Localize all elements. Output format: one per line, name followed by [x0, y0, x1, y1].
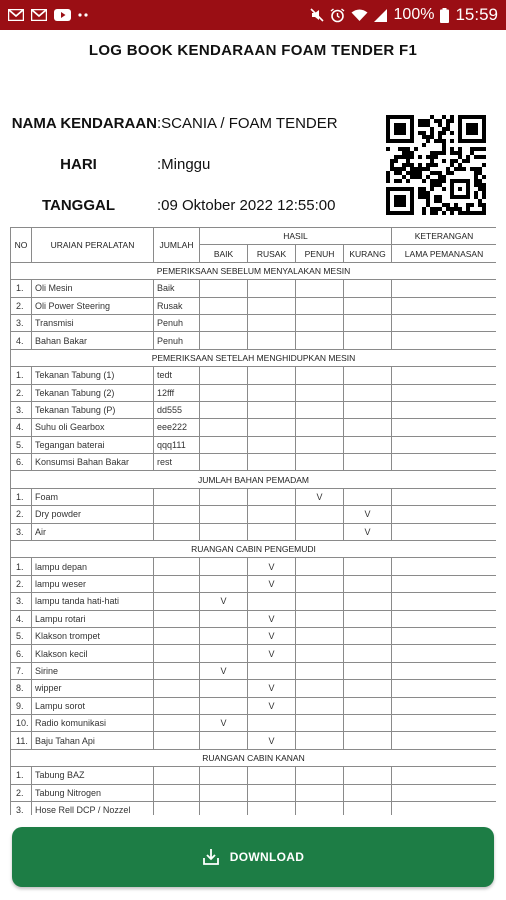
table-row	[11, 297, 497, 314]
cell-ket	[392, 280, 496, 297]
cell-baik: V	[200, 662, 248, 679]
cell-item: lampu weser	[32, 575, 154, 592]
cell-jumlah	[154, 575, 200, 592]
cell-rusak	[248, 523, 296, 540]
cell-ket	[392, 419, 496, 436]
table-row	[11, 732, 497, 749]
cell-penuh	[296, 419, 344, 436]
col-header-penuh: PENUH	[296, 245, 344, 262]
cell-ket	[392, 732, 496, 749]
cell-rusak: V	[248, 627, 296, 644]
cell-jumlah: Baik	[154, 280, 200, 297]
vehicle-name-label: NAMA KENDARAAN	[11, 115, 157, 132]
cell-item: Dry powder	[32, 506, 154, 523]
cell-item: Tabung Nitrogen	[32, 784, 154, 801]
cell-kurang	[344, 662, 392, 679]
cell-ket	[392, 401, 496, 418]
cell-kurang	[344, 314, 392, 331]
cell-rusak	[248, 384, 296, 401]
cell-item: Tekanan Tabung (2)	[32, 384, 154, 401]
cell-penuh	[296, 627, 344, 644]
cell-baik	[200, 523, 248, 540]
youtube-icon	[54, 9, 71, 21]
cell-ket	[392, 714, 496, 731]
cell-kurang	[344, 627, 392, 644]
cell-no: 2.	[11, 384, 32, 401]
cell-kurang	[344, 680, 392, 697]
cell-baik	[200, 314, 248, 331]
cell-ket	[392, 297, 496, 314]
cell-rusak: V	[248, 610, 296, 627]
cell-rusak	[248, 367, 296, 384]
cell-kurang	[344, 332, 392, 349]
cell-item: Oli Mesin	[32, 280, 154, 297]
cell-item: Transmisi	[32, 314, 154, 331]
cell-rusak	[248, 332, 296, 349]
cell-penuh	[296, 732, 344, 749]
cell-no: 3.	[11, 593, 32, 610]
cell-no: 8.	[11, 680, 32, 697]
cell-ket	[392, 314, 496, 331]
table-row	[11, 697, 497, 714]
cell-item: wipper	[32, 680, 154, 697]
cell-jumlah	[154, 523, 200, 540]
cell-ket	[392, 680, 496, 697]
log-table	[10, 227, 496, 815]
table-row	[11, 454, 497, 471]
cell-baik	[200, 401, 248, 418]
cell-jumlah	[154, 767, 200, 784]
table-row	[11, 384, 497, 401]
section-header-row	[11, 262, 497, 279]
cell-ket	[392, 697, 496, 714]
download-button[interactable]	[12, 827, 494, 887]
cell-baik	[200, 436, 248, 453]
col-header-no: NO	[11, 228, 32, 263]
table-row	[11, 436, 497, 453]
cell-kurang	[344, 645, 392, 662]
cell-rusak: V	[248, 558, 296, 575]
cell-ket	[392, 575, 496, 592]
cell-baik	[200, 419, 248, 436]
cell-item: Lampu sorot	[32, 697, 154, 714]
section-title: RUANGAN CABIN KANAN	[11, 749, 497, 766]
cell-baik	[200, 575, 248, 592]
cell-rusak	[248, 801, 296, 815]
table-row	[11, 506, 497, 523]
cell-baik	[200, 454, 248, 471]
cell-item: Bahan Bakar	[32, 332, 154, 349]
cell-kurang	[344, 593, 392, 610]
cell-jumlah	[154, 801, 200, 815]
cell-item: Sirine	[32, 662, 154, 679]
cell-baik	[200, 801, 248, 815]
cell-penuh	[296, 593, 344, 610]
cell-jumlah: Rusak	[154, 297, 200, 314]
cell-rusak: V	[248, 575, 296, 592]
cell-no: 9.	[11, 697, 32, 714]
system-icons	[310, 5, 498, 25]
cell-kurang	[344, 367, 392, 384]
cell-jumlah: eee222	[154, 419, 200, 436]
date-value: :09 Oktober 2022 12:55:00	[157, 197, 336, 214]
cell-kurang	[344, 697, 392, 714]
cell-baik	[200, 645, 248, 662]
cell-rusak	[248, 662, 296, 679]
cell-rusak	[248, 280, 296, 297]
table-row	[11, 610, 497, 627]
cell-ket	[392, 801, 496, 815]
cell-ket	[392, 784, 496, 801]
cell-rusak	[248, 767, 296, 784]
cell-jumlah	[154, 506, 200, 523]
col-header-keterangan: KETERANGAN	[392, 228, 496, 245]
cell-jumlah	[154, 558, 200, 575]
cell-item: lampu depan	[32, 558, 154, 575]
cell-penuh	[296, 558, 344, 575]
log-table-container[interactable]	[10, 227, 496, 815]
cell-no: 10.	[11, 714, 32, 731]
cell-baik	[200, 697, 248, 714]
cell-kurang	[344, 401, 392, 418]
cell-ket	[392, 662, 496, 679]
cell-penuh	[296, 280, 344, 297]
cell-jumlah	[154, 627, 200, 644]
cell-penuh	[296, 610, 344, 627]
cell-baik	[200, 280, 248, 297]
cell-kurang	[344, 767, 392, 784]
table-row	[11, 714, 497, 731]
cell-kurang	[344, 436, 392, 453]
cell-jumlah: dd555	[154, 401, 200, 418]
alarm-icon	[330, 8, 345, 23]
col-header-kurang: KURANG	[344, 245, 392, 262]
cell-no: 7.	[11, 662, 32, 679]
cell-kurang	[344, 558, 392, 575]
cell-rusak	[248, 419, 296, 436]
cell-item: Tabung BAZ	[32, 767, 154, 784]
cell-rusak	[248, 506, 296, 523]
cell-item: Klakson trompet	[32, 627, 154, 644]
cell-kurang	[344, 297, 392, 314]
cell-kurang	[344, 610, 392, 627]
section-header-row	[11, 541, 497, 558]
notification-icons	[8, 9, 88, 21]
cell-item: Baju Tahan Api	[32, 732, 154, 749]
cell-ket	[392, 523, 496, 540]
cell-no: 1.	[11, 558, 32, 575]
dots-icon	[78, 13, 88, 17]
cell-jumlah: qqq111	[154, 436, 200, 453]
cell-jumlah	[154, 680, 200, 697]
cell-baik: V	[200, 714, 248, 731]
cell-item: Konsumsi Bahan Bakar	[32, 454, 154, 471]
cell-jumlah: rest	[154, 454, 200, 471]
qr-code	[386, 115, 486, 215]
cell-baik	[200, 488, 248, 505]
cell-kurang	[344, 575, 392, 592]
table-row	[11, 280, 497, 297]
cell-baik	[200, 367, 248, 384]
cell-no: 5.	[11, 436, 32, 453]
cell-kurang: V	[344, 506, 392, 523]
cell-penuh	[296, 297, 344, 314]
cell-penuh	[296, 697, 344, 714]
cell-kurang	[344, 801, 392, 815]
table-row	[11, 680, 497, 697]
cell-no: 1.	[11, 280, 32, 297]
cell-no: 1.	[11, 488, 32, 505]
cell-no: 2.	[11, 297, 32, 314]
cell-no: 3.	[11, 523, 32, 540]
day-value: :Minggu	[157, 156, 211, 173]
mute-icon	[310, 8, 324, 22]
cell-jumlah	[154, 714, 200, 731]
section-title: RUANGAN CABIN PENGEMUDI	[11, 541, 497, 558]
download-label: DOWNLOAD	[229, 850, 305, 864]
cell-penuh	[296, 332, 344, 349]
cell-rusak	[248, 297, 296, 314]
cell-ket	[392, 367, 496, 384]
table-row	[11, 367, 497, 384]
log-table-body	[11, 262, 497, 815]
cell-jumlah: tedt	[154, 367, 200, 384]
cell-item: Suhu oli Gearbox	[32, 419, 154, 436]
cell-rusak	[248, 714, 296, 731]
table-row	[11, 419, 497, 436]
cell-jumlah	[154, 697, 200, 714]
cell-rusak: V	[248, 732, 296, 749]
cell-kurang: V	[344, 523, 392, 540]
cell-jumlah	[154, 610, 200, 627]
cell-jumlah	[154, 662, 200, 679]
cell-penuh	[296, 401, 344, 418]
table-row	[11, 645, 497, 662]
section-header-row	[11, 349, 497, 366]
cell-rusak	[248, 488, 296, 505]
cell-rusak: V	[248, 645, 296, 662]
section-header-row	[11, 749, 497, 766]
date-row	[0, 197, 380, 214]
signal-icon	[374, 9, 388, 22]
cell-rusak	[248, 454, 296, 471]
table-row	[11, 314, 497, 331]
cell-kurang	[344, 454, 392, 471]
cell-baik	[200, 384, 248, 401]
cell-penuh	[296, 801, 344, 815]
cell-no: 3.	[11, 801, 32, 815]
cell-no: 4.	[11, 419, 32, 436]
cell-baik	[200, 297, 248, 314]
cell-no: 2.	[11, 784, 32, 801]
cell-no: 11.	[11, 732, 32, 749]
cell-no: 3.	[11, 314, 32, 331]
cell-item: Tegangan baterai	[32, 436, 154, 453]
cell-ket	[392, 593, 496, 610]
cell-jumlah	[154, 488, 200, 505]
cell-ket	[392, 436, 496, 453]
cell-item: Tekanan Tabung (P)	[32, 401, 154, 418]
vehicle-name-value: :SCANIA / FOAM TENDER	[157, 115, 338, 132]
cell-penuh	[296, 662, 344, 679]
cell-penuh	[296, 575, 344, 592]
cell-penuh	[296, 645, 344, 662]
cell-penuh	[296, 367, 344, 384]
battery-percentage: 100%	[393, 6, 435, 23]
cell-rusak: V	[248, 697, 296, 714]
cell-item: Radio komunikasi	[32, 714, 154, 731]
table-row	[11, 593, 497, 610]
cell-penuh: V	[296, 488, 344, 505]
col-header-rusak: RUSAK	[248, 245, 296, 262]
col-header-lama-pemanasan: LAMA PEMANASAN	[392, 245, 496, 262]
cell-penuh	[296, 436, 344, 453]
table-row	[11, 558, 497, 575]
table-row	[11, 401, 497, 418]
cell-ket	[392, 384, 496, 401]
cell-no: 5.	[11, 627, 32, 644]
cell-ket	[392, 488, 496, 505]
cell-baik	[200, 784, 248, 801]
cell-jumlah	[154, 784, 200, 801]
cell-penuh	[296, 523, 344, 540]
cell-ket	[392, 506, 496, 523]
table-row	[11, 488, 497, 505]
vehicle-name-row	[0, 115, 380, 132]
cell-kurang	[344, 732, 392, 749]
cell-rusak: V	[248, 680, 296, 697]
cell-no: 4.	[11, 610, 32, 627]
cell-kurang	[344, 419, 392, 436]
cell-jumlah: Penuh	[154, 332, 200, 349]
day-row	[0, 156, 380, 173]
cell-rusak	[248, 314, 296, 331]
cell-item: Oli Power Steering	[32, 297, 154, 314]
cell-ket	[392, 610, 496, 627]
cell-kurang	[344, 280, 392, 297]
cell-jumlah	[154, 645, 200, 662]
wifi-icon	[351, 9, 368, 22]
cell-jumlah	[154, 593, 200, 610]
cell-ket	[392, 332, 496, 349]
table-row	[11, 784, 497, 801]
clock: 15:59	[455, 5, 498, 24]
cell-baik	[200, 680, 248, 697]
cell-jumlah: Penuh	[154, 314, 200, 331]
status-bar	[0, 0, 506, 30]
cell-baik	[200, 767, 248, 784]
cell-baik	[200, 506, 248, 523]
cell-ket	[392, 627, 496, 644]
table-row	[11, 575, 497, 592]
col-header-hasil: HASIL	[200, 228, 392, 245]
table-row	[11, 767, 497, 784]
cell-ket	[392, 645, 496, 662]
cell-ket	[392, 558, 496, 575]
cell-ket	[392, 454, 496, 471]
cell-penuh	[296, 784, 344, 801]
cell-item: Hose Rell DCP / Nozzel	[32, 801, 154, 815]
cell-item: Tekanan Tabung (1)	[32, 367, 154, 384]
cell-baik	[200, 627, 248, 644]
col-header-uraian: URAIAN PERALATAN	[32, 228, 154, 263]
cell-ket	[392, 767, 496, 784]
cell-no: 1.	[11, 767, 32, 784]
col-header-jumlah: JUMLAH	[154, 228, 200, 263]
cell-item: lampu tanda hati-hati	[32, 593, 154, 610]
gmail-icon	[8, 9, 24, 21]
cell-item: Lampu rotari	[32, 610, 154, 627]
section-title: PEMERIKSAAN SEBELUM MENYALAKAN MESIN	[11, 262, 497, 279]
cell-kurang	[344, 384, 392, 401]
cell-no: 6.	[11, 454, 32, 471]
table-row	[11, 801, 497, 815]
cell-no: 6.	[11, 645, 32, 662]
cell-jumlah	[154, 732, 200, 749]
cell-baik	[200, 332, 248, 349]
cell-baik	[200, 558, 248, 575]
document-title: LOG BOOK KENDARAAN FOAM TENDER F1	[88, 42, 418, 59]
cell-rusak	[248, 593, 296, 610]
cell-no: 1.	[11, 367, 32, 384]
table-row	[11, 523, 497, 540]
cell-penuh	[296, 767, 344, 784]
table-row	[11, 627, 497, 644]
col-header-baik: BAIK	[200, 245, 248, 262]
cell-penuh	[296, 384, 344, 401]
cell-rusak	[248, 401, 296, 418]
cell-penuh	[296, 454, 344, 471]
section-header-row	[11, 471, 497, 488]
cell-no: 3.	[11, 401, 32, 418]
gmail-icon	[31, 9, 47, 21]
cell-kurang	[344, 714, 392, 731]
cell-item: Air	[32, 523, 154, 540]
date-label: TANGGAL	[41, 197, 116, 214]
cell-kurang	[344, 488, 392, 505]
cell-penuh	[296, 314, 344, 331]
cell-baik	[200, 610, 248, 627]
cell-penuh	[296, 680, 344, 697]
table-header-row	[11, 228, 497, 245]
table-row	[11, 332, 497, 349]
cell-no: 2.	[11, 506, 32, 523]
cell-jumlah: 12fff	[154, 384, 200, 401]
cell-penuh	[296, 714, 344, 731]
cell-item: Klakson kecil	[32, 645, 154, 662]
download-icon	[202, 848, 220, 866]
section-title: PEMERIKSAAN SETELAH MENGHIDUPKAN MESIN	[11, 349, 497, 366]
table-row	[11, 662, 497, 679]
section-title: JUMLAH BAHAN PEMADAM	[11, 471, 497, 488]
cell-rusak	[248, 784, 296, 801]
cell-penuh	[296, 506, 344, 523]
cell-rusak	[248, 436, 296, 453]
cell-baik: V	[200, 593, 248, 610]
cell-no: 4.	[11, 332, 32, 349]
cell-kurang	[344, 784, 392, 801]
cell-no: 2.	[11, 575, 32, 592]
day-label: HARI	[60, 156, 97, 173]
cell-item: Foam	[32, 488, 154, 505]
battery-icon	[440, 8, 449, 23]
cell-baik	[200, 732, 248, 749]
